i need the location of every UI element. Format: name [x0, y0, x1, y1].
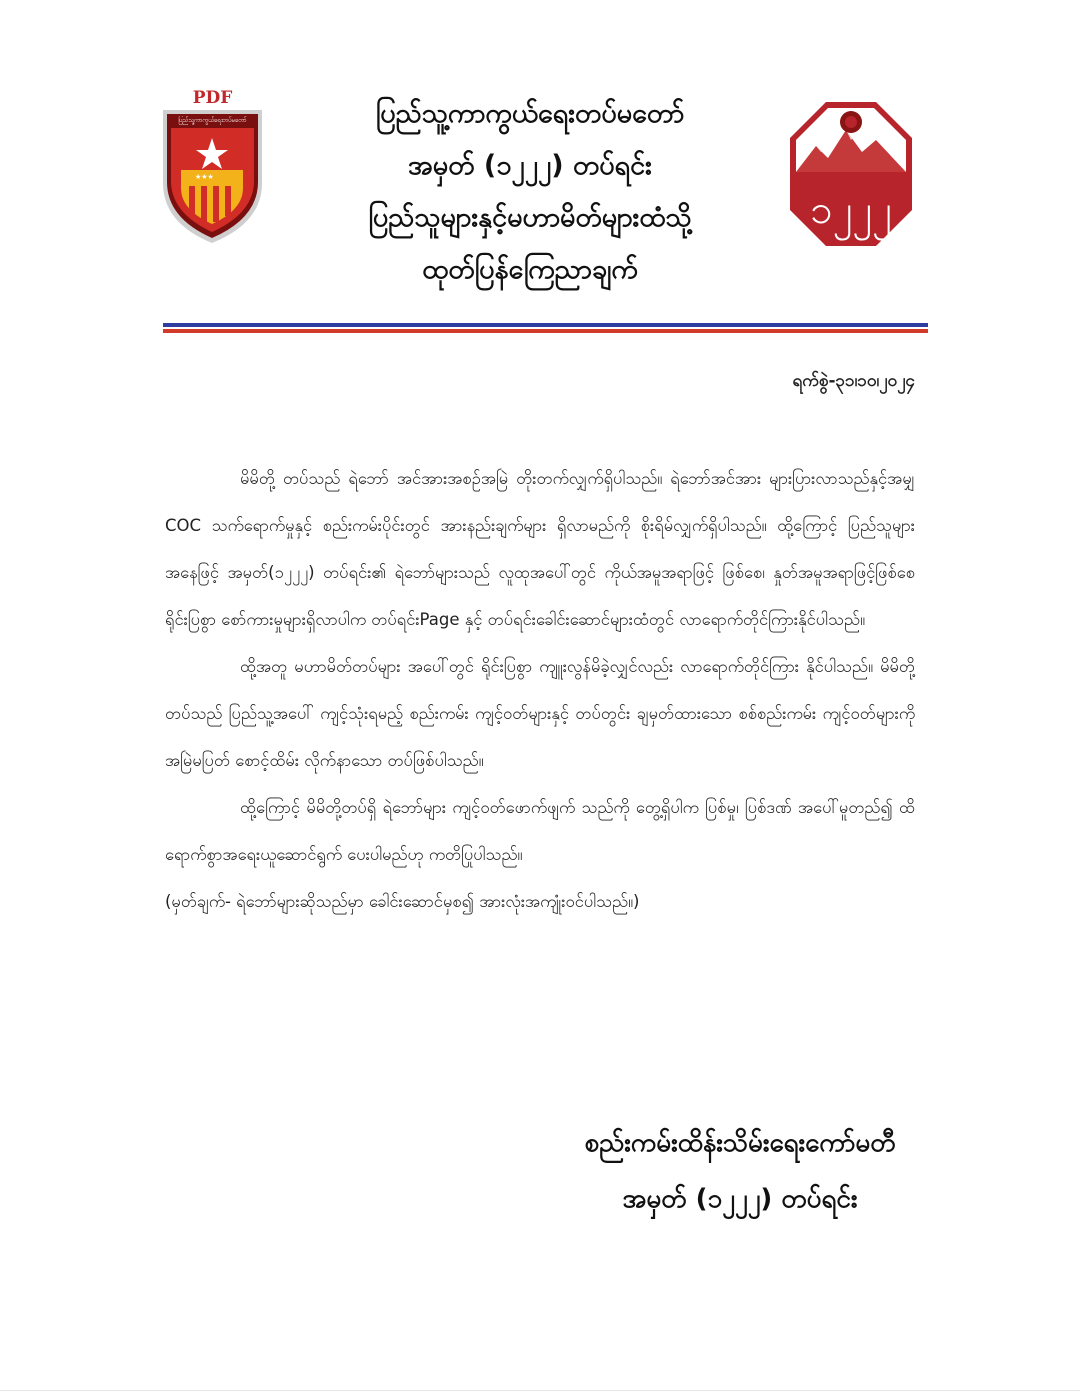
- title-line-4: ထုတ်ပြန်ကြေညာချက်: [422, 254, 638, 285]
- paragraph-3: ထို့ကြောင့် မိမိတို့တပ်ရှိ ရဲဘော်များ ကျင့်ဝတ်ဖောက်ဖျက် သည်ကို တွေ့ရှိပါက ပြစ်မှု၊ ပြစ်ဒဏ် အပေါ်မူတည်၍ ထိရောက်စွာအရေးယူဆောင်ရွက် ပေးပါမည်ဟု ကတိပြုပါသည်။: [165, 798, 915, 864]
- signature-committee: စည်းကမ်းထိန်းသိမ်းရေးကော်မတီ: [584, 1128, 896, 1158]
- signature-block: [520, 1115, 960, 1227]
- battalion-logo-number: ၁၂၂၂: [810, 187, 892, 233]
- document-date: ရက်စွဲ-၃၁၊၁၀၊၂၀၂၄: [792, 371, 915, 391]
- signature-battalion: အမှတ် (၁၂၂၂) တပ်ရင်း: [622, 1184, 858, 1214]
- note: (မှတ်ချက်- ရဲဘော်များဆိုသည်မှာ ခေါင်းဆောင်မှစ၍ အားလုံးအကျုံးဝင်ပါသည်။): [165, 892, 640, 911]
- paragraph-1: မိမိတို့ တပ်သည် ရဲဘော် အင်အားအစဉ်အမြဲ တိုးတက်လျှက်ရှိပါသည်။ ရဲဘော်အင်အား များပြားလာသည်နှင့်အမျှ COC သက်ရောက်မှုနှင့် စည်းကမ်းပိုင်းတွင် အားနည်းချက်များ ရှိလာမည်ကို စိုးရိမ်လျှက်ရှိပါသည်။ ထို့ကြောင့် ပြည်သူများအနေဖြင့် အမှတ်(၁၂၂၂) တပ်ရင်း၏ ရဲဘော်များသည် လူထုအပေါ်တွင် ကိုယ်အမူအရာဖြင့် ဖြစ်စေ၊ နှုတ်အမူအရာဖြင့်ဖြစ်စေ ရိုင်းပြစွာ စော်ကားမှုများရှိလာပါက တပ်ရင်းPage နှင့် တပ်ရင်းခေါင်းဆောင်များထံတွင် လာရောက်တိုင်ကြားနိုင်ပါသည်။: [165, 469, 915, 629]
- title-line-2: အမှတ် (၁၂၂၂) တပ်ရင်း: [408, 150, 652, 181]
- header-rule-red: [163, 329, 928, 333]
- paragraph-2: ထို့အတူ မဟာမိတ်တပ်များ အပေါ်တွင် ရိုင်းပြစွာ ကျူးလွန်မိခဲ့လျှင်လည်း လာရောက်တိုင်ကြား နိုင်ပါသည်။ မိမိတို့ တပ်သည် ပြည်သူ့အပေါ် ကျင့်သုံးရမည့် စည်းကမ်း ကျင့်ဝတ်များနှင့် တပ်တွင်း ချမှတ်ထားသော စစ်စည်းကမ်း ကျင့်ဝတ်များကို အမြဲမပြတ် စောင့်ထိမ်း လိုက်နာသော တပ်ဖြစ်ပါသည်။: [165, 657, 915, 770]
- pdf-logo-text: PDF: [192, 88, 233, 108]
- svg-text:★★★: ★★★: [195, 173, 214, 181]
- title-line-1: ပြည်သူ့ကာကွယ်ရေးတပ်မတော်: [375, 98, 685, 129]
- pdf-logo-subtext: ပြည်သူ့ကာကွယ်ရေးတပ်မတော်: [178, 117, 247, 124]
- document-title: [300, 88, 760, 296]
- document-body: [165, 455, 915, 925]
- battalion-logo: [788, 100, 914, 248]
- pdf-logo: [155, 88, 270, 248]
- title-line-3: ပြည်သူများနှင့်မဟာမိတ်များထံသို့: [368, 202, 692, 233]
- page-bottom-edge: [0, 1390, 1080, 1391]
